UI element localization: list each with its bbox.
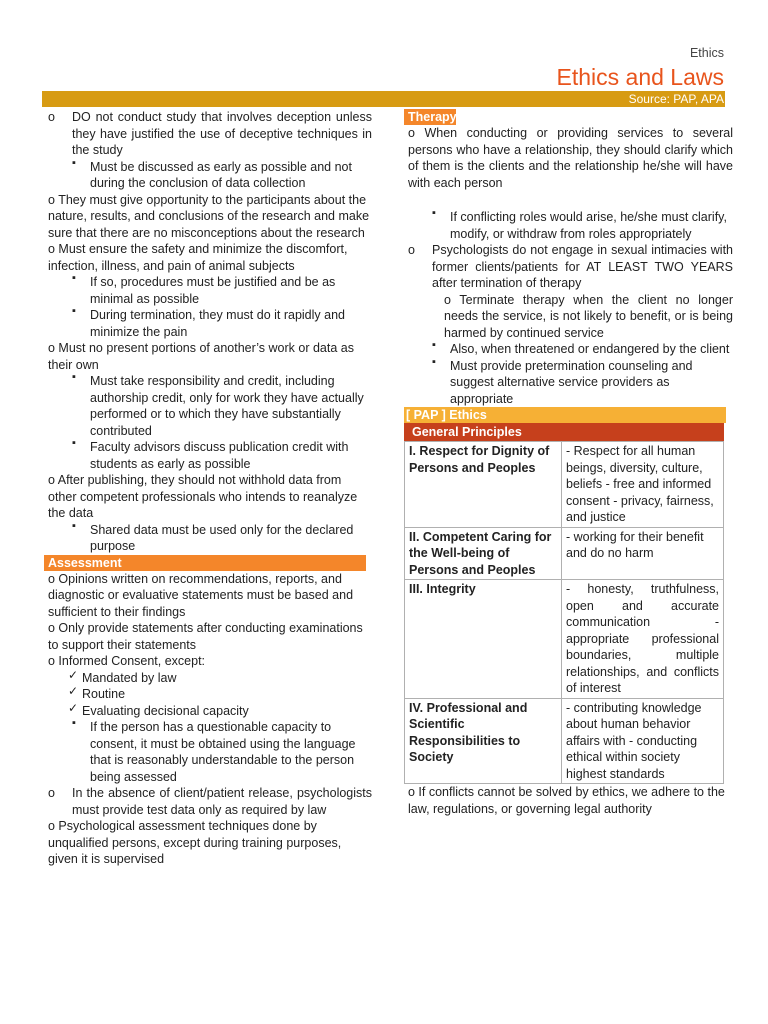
list-item: o After publishing, they should not withhold data from other competent professionals who intends to reanalyze the data <box>48 473 358 520</box>
bullet-square-icon: ▪ <box>432 339 436 351</box>
table-row <box>405 698 724 784</box>
page-title: Ethics and Laws <box>556 64 724 90</box>
source-bar <box>42 91 725 107</box>
bullet-square-icon: ▪ <box>432 355 436 368</box>
bullet-square-icon: ▪ <box>72 437 76 449</box>
list-item: ▪ Must provide pretermination counseling and suggest alternative service providers as appropriate <box>432 355 693 406</box>
table-heading-general-principles: General Principles <box>404 423 724 441</box>
table-row <box>405 580 724 699</box>
list-item: ✓ Evaluating decisional capacity <box>68 700 249 718</box>
left-column <box>48 109 372 868</box>
closing-note: o If conflicts cannot be solved by ethics, we adhere to the law, regulations, or governing legal authority <box>408 785 725 816</box>
bullet-square-icon: ▪ <box>72 156 76 169</box>
list-item: o Psychologists do not engage in sexual intimacies with former clients/patients for AT LEAST TWO YEARS after termination of therapy <box>408 243 733 290</box>
checkmark-icon: ✓ <box>68 700 79 715</box>
list-item: ▪ If so, procedures must be justified and be as minimal as possible <box>72 272 336 306</box>
list-item: o Must no present portions of another’s work or data as their own <box>48 341 354 372</box>
right-column <box>408 109 733 817</box>
checkmark-icon: ✓ <box>68 667 79 682</box>
table-row <box>405 527 724 580</box>
list-item: o DO not conduct study that involves deception unless they have justified the use of deceptive techniques in the study <box>48 110 372 157</box>
list-item: ▪ Must take responsibility and credit, including authorship credit, only for work they have actually performed or to which they have substantially contributed <box>72 371 364 438</box>
list-item: o Opinions written on recommendations, reports, and diagnostic or evaluative statements must be based and sufficient to their findings <box>48 571 354 619</box>
principle-description: - working for their benefit and do no harm <box>562 527 724 580</box>
list-item: ▪ Shared data must be used only for the declared purpose <box>72 519 354 553</box>
checkmark-icon: ✓ <box>68 684 79 698</box>
section-heading-pap-ethics: [ PAP ] Ethics <box>404 407 726 423</box>
list-item: ▪ Must be discussed as early as possible and not during the conclusion of data collection <box>72 156 352 190</box>
principle-name: IV. Professional and Scientific Responsibilities to Society <box>405 698 562 784</box>
general-principles-table <box>404 441 724 784</box>
table-row <box>405 442 724 528</box>
principle-description: - honesty, truthfulness, open and accurate communication - appropriate professional boundaries, multiple relationships, and conflicts of interest <box>562 580 724 699</box>
principle-description: - Respect for all human beings, diversity, culture, beliefs - free and informed consent - privacy, fairness, and justice <box>562 442 724 528</box>
page-header-label: Ethics <box>689 46 724 60</box>
list-item: ▪ Faculty advisors discuss publication credit with students as early as possible <box>72 437 349 471</box>
bullet-square-icon: ▪ <box>72 717 76 729</box>
bullet-square-icon: ▪ <box>432 207 436 219</box>
source-label: Source: PAP, APA <box>628 92 724 106</box>
list-item: ▪ Also, when threatened or endangered by the client <box>432 339 730 356</box>
bullet-square-icon: ▪ <box>72 371 76 383</box>
list-item: o They must give opportunity to the participants about the nature, results, and conclusions of the research and make sure that there are no misconceptions about the research <box>48 192 370 240</box>
principle-description: - contributing knowledge about human behavior affairs with - conducting ethical within society highest standards <box>562 698 724 784</box>
list-item: o Must ensure the safety and minimize the discomfort, infection, illness, and pain of animal subjects <box>48 242 348 273</box>
list-item: o In the absence of client/patient release, psychologists must provide test data only as required by law <box>48 786 372 817</box>
section-heading-therapy: Therapy <box>404 109 456 125</box>
principle-name: II. Competent Caring for the Well-being of Persons and Peoples <box>405 527 562 580</box>
bullet-square-icon: ▪ <box>72 272 76 284</box>
list-item: o Terminate therapy when the client no longer needs the service, is not likely to benefit, or is being harmed by continued service <box>444 292 733 340</box>
principle-name: I. Respect for Dignity of Persons and Peoples <box>405 442 562 528</box>
section-heading-assessment: Assessment <box>44 555 366 571</box>
list-item: o Informed Consent, except: <box>48 654 206 668</box>
principle-name: III. Integrity <box>405 580 562 699</box>
bullet-square-icon: ▪ <box>72 305 76 317</box>
list-item: ▪ If conflicting roles would arise, he/she must clarify, modify, or withdraw from roles appropriately <box>432 207 727 241</box>
list-item: o Only provide statements after conducting examinations to support their statements <box>48 621 363 652</box>
list-item: o Psychological assessment techniques done by unqualified persons, except during training purposes, given it is supervised <box>48 819 342 866</box>
list-item: ▪ During termination, they must do it rapidly and minimize the pain <box>72 305 345 339</box>
list-item: ✓ Mandated by law <box>68 667 177 685</box>
list-item: ▪ If the person has a questionable capacity to consent, it must be obtained using the language that is reasonably understandable to the person being assessed <box>72 717 356 784</box>
list-item: ✓ Routine <box>68 684 126 701</box>
bullet-square-icon: ▪ <box>72 519 76 532</box>
list-item: o When conducting or providing services to several persons who have a relationship, they should clarify which of them is the clients and the relationship he/she will have with each person <box>408 126 733 190</box>
